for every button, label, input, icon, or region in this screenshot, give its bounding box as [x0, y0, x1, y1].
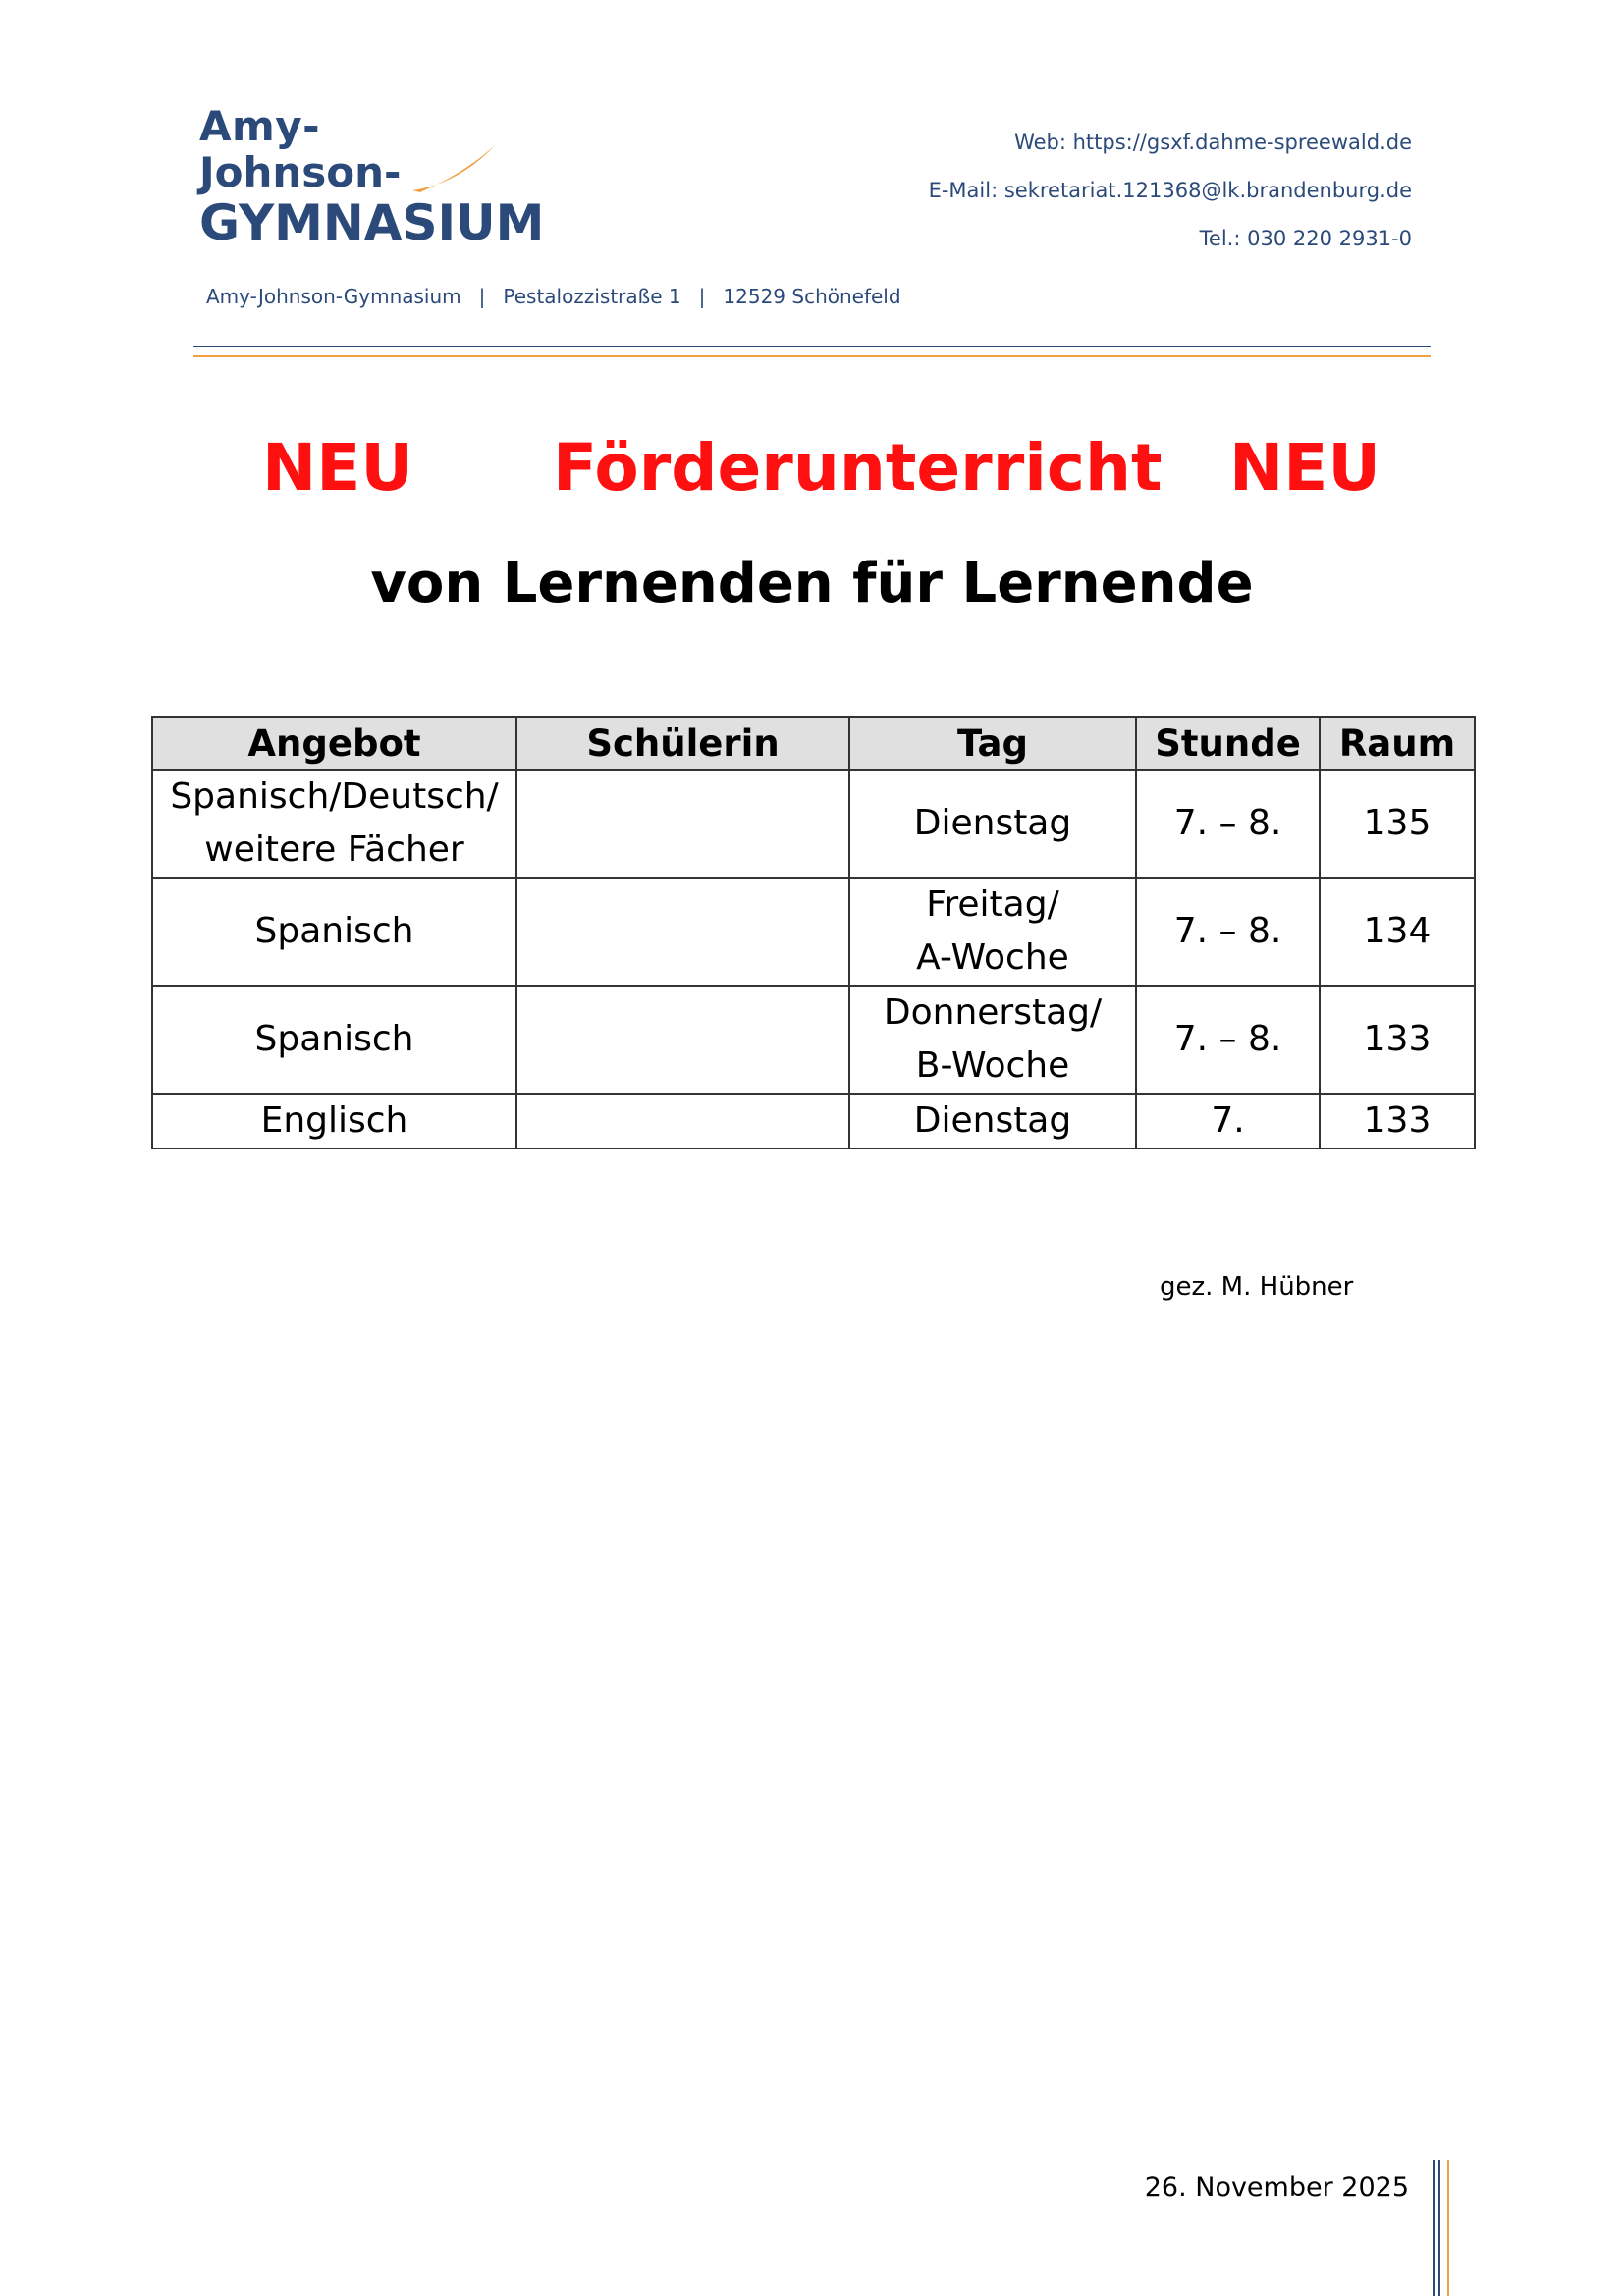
contact-block [929, 128, 1412, 272]
schedule-table [151, 716, 1476, 1149]
column-header-schuelerin: Schülerin [516, 717, 849, 770]
address-separator: | [698, 285, 706, 308]
cell-schuelerin [516, 986, 849, 1094]
cell-angebot [152, 1094, 516, 1148]
logo-swoosh-icon [410, 143, 499, 198]
address-line [206, 285, 901, 308]
cell-raum: 135 [1320, 770, 1475, 878]
city: 12529 Schönefeld [723, 285, 901, 308]
cell-raum: 134 [1320, 878, 1475, 986]
web-address: Web: https://gsxf.dahme-spreewald.de [1014, 131, 1412, 154]
column-header-stunde: Stunde [1136, 717, 1320, 770]
table-row [152, 1094, 1475, 1148]
cell-tag-line: B-Woche [915, 1045, 1070, 1086]
phone-number: Tel.: 030 220 2931-0 [1199, 227, 1412, 250]
logo-line-2: Johnson- [199, 148, 402, 196]
cell-tag-line: Donnerstag/ [883, 992, 1103, 1033]
table-row [152, 770, 1475, 878]
table-row [152, 986, 1475, 1094]
address-separator: | [478, 285, 486, 308]
cell-raum: 133 [1320, 1094, 1475, 1148]
footer-line-blue [1433, 2160, 1435, 2296]
cell-angebot-line: Englisch [260, 1100, 408, 1141]
cell-raum: 133 [1320, 986, 1475, 1094]
signature: gez. M. Hübner [1160, 1272, 1354, 1302]
column-header-raum: Raum [1320, 717, 1475, 770]
document-date: 26. November 2025 [1144, 2172, 1409, 2203]
cell-stunde: 7. [1136, 1094, 1320, 1148]
headline-subtitle: von Lernenden für Lernende [370, 552, 1254, 615]
column-header-angebot: Angebot [152, 717, 516, 770]
cell-tag [849, 1094, 1136, 1148]
cell-stunde: 7. – 8. [1136, 878, 1320, 986]
cell-angebot-line: weitere Fächer [204, 829, 464, 870]
cell-angebot-line: Spanisch [254, 1019, 414, 1059]
cell-angebot [152, 770, 516, 878]
email-address: E-Mail: sekretariat.121368@lk.brandenburg.de [928, 179, 1412, 202]
cell-schuelerin [516, 878, 849, 986]
neu-label-right: NEU [1229, 430, 1380, 506]
header-divider-orange [193, 355, 1431, 357]
footer-line-orange [1447, 2160, 1449, 2296]
cell-angebot [152, 878, 516, 986]
header-divider-blue [193, 346, 1431, 347]
cell-tag [849, 770, 1136, 878]
headline-title: Förderunterricht [553, 430, 1163, 506]
cell-schuelerin [516, 770, 849, 878]
cell-tag-line: Dienstag [913, 1100, 1072, 1141]
cell-schuelerin [516, 1094, 849, 1148]
cell-angebot-line: Spanisch [254, 911, 414, 951]
cell-angebot-line: Spanisch/Deutsch/ [170, 776, 499, 817]
cell-stunde: 7. – 8. [1136, 986, 1320, 1094]
logo-line-3: GYMNASIUM [199, 194, 545, 251]
logo-line-1: Amy- [199, 102, 321, 150]
cell-tag-line: Freitag/ [926, 884, 1059, 925]
table-row [152, 878, 1475, 986]
footer-line-blue [1438, 2160, 1440, 2296]
cell-stunde: 7. – 8. [1136, 770, 1320, 878]
column-header-tag: Tag [849, 717, 1136, 770]
cell-angebot [152, 986, 516, 1094]
school-name: Amy-Johnson-Gymnasium [206, 285, 461, 308]
cell-tag [849, 986, 1136, 1094]
table-header-row [152, 717, 1475, 770]
cell-tag [849, 878, 1136, 986]
cell-tag-line: Dienstag [913, 803, 1072, 843]
street: Pestalozzistraße 1 [503, 285, 681, 308]
cell-tag-line: A-Woche [916, 937, 1069, 978]
neu-label-left: NEU [262, 430, 413, 506]
